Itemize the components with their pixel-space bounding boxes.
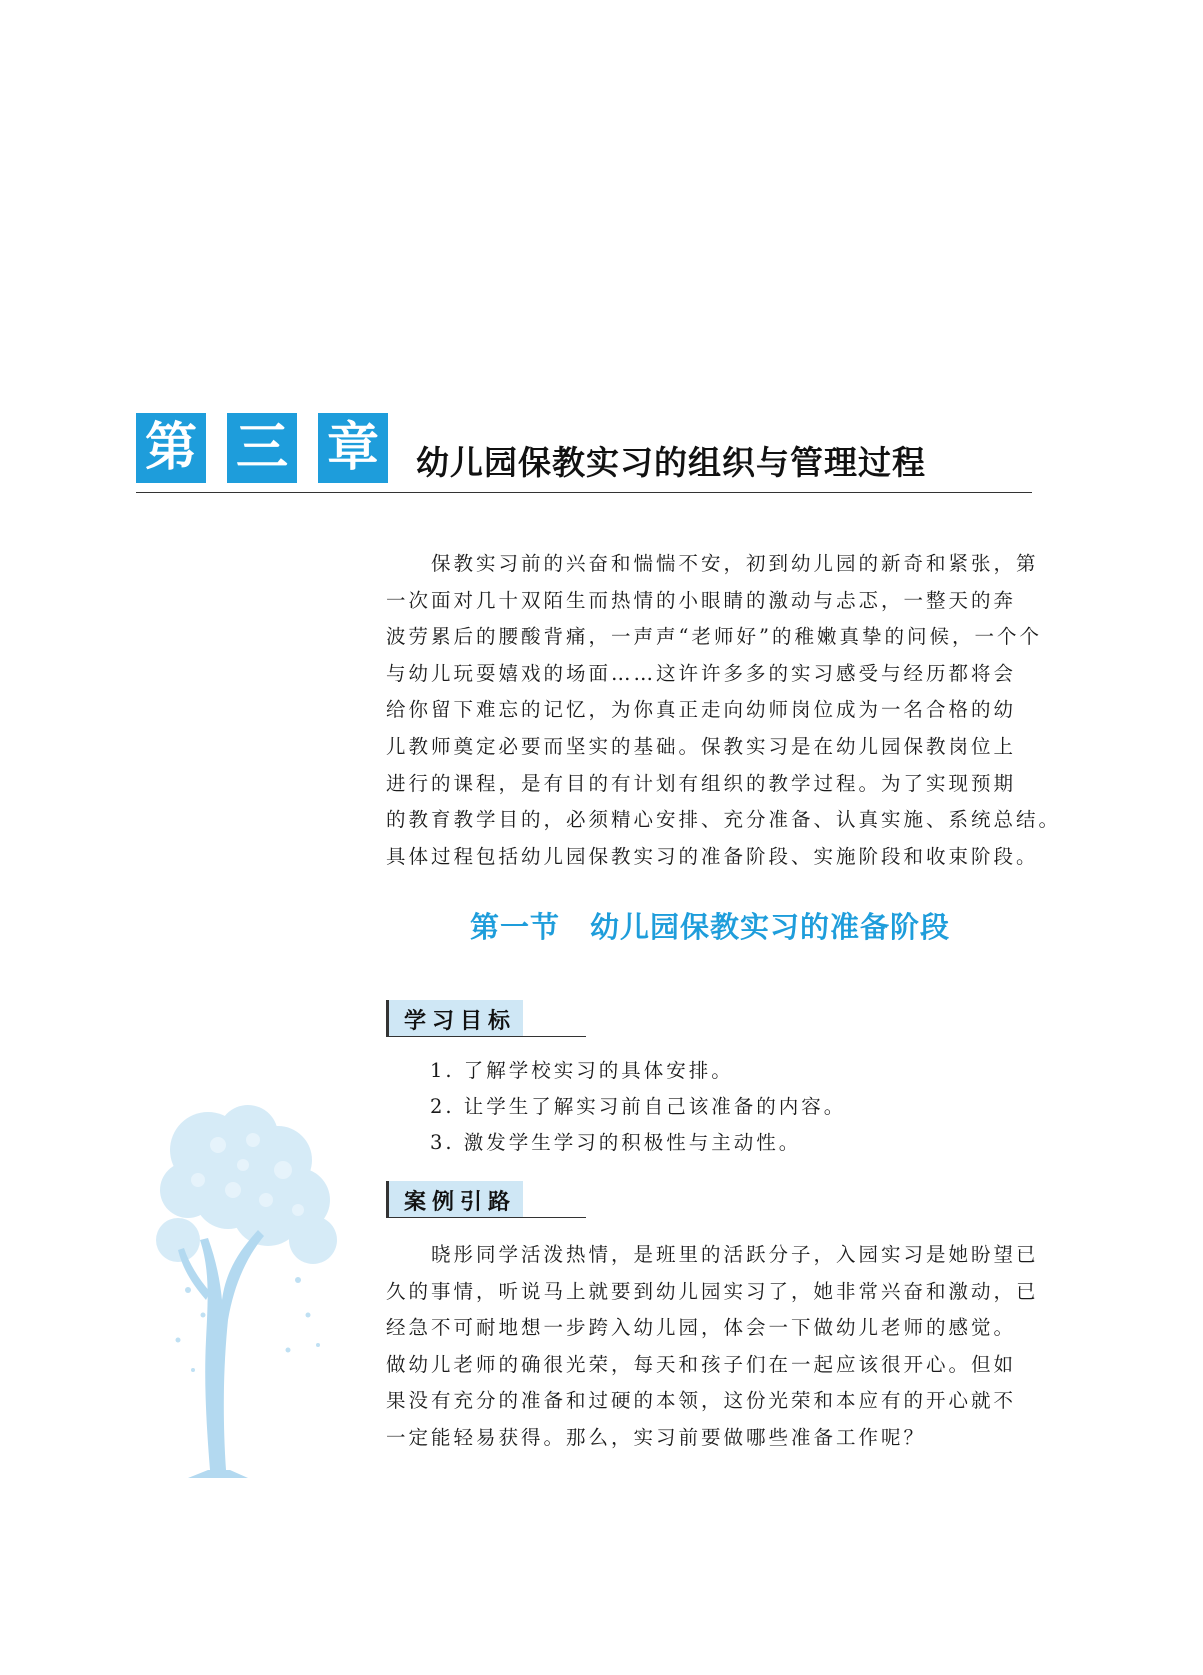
list-item: 1. 了解学校实习的具体安排。 bbox=[430, 1059, 734, 1082]
chapter-header bbox=[136, 413, 1032, 493]
paragraph-line: 波劳累后的腰酸背痛，一声声“老师好”的稚嫩真挚的问候，一个个 bbox=[386, 625, 1042, 649]
objectives-heading bbox=[386, 1000, 586, 1038]
chapter-char-box: 章 bbox=[318, 413, 388, 483]
objectives-heading-label: 学习目标 bbox=[404, 1009, 517, 1034]
chapter-char-box: 三 bbox=[227, 413, 297, 483]
section-title: 第一节 幼儿园保教实习的准备阶段 bbox=[469, 910, 950, 944]
paragraph-line: 儿教师奠定必要而坚实的基础。保教实习是在幼儿园保教岗位上 bbox=[386, 734, 1017, 758]
paragraph-line: 做幼儿老师的确很光荣，每天和孩子们在一起应该很开心。但如 bbox=[386, 1352, 1017, 1376]
paragraph-line: 果没有充分的准备和过硬的本领，这份光荣和本应有的开心就不 bbox=[386, 1389, 1017, 1413]
heading-underline bbox=[386, 1036, 586, 1037]
paragraph-line: 经急不可耐地想一步跨入幼儿园，体会一下做幼儿老师的感觉。 bbox=[386, 1316, 1017, 1340]
case-heading-label: 案例引路 bbox=[404, 1190, 517, 1215]
paragraph-line: 一次面对几十双陌生而热情的小眼睛的激动与忐忑，一整天的奔 bbox=[386, 588, 1017, 612]
paragraph-line: 进行的课程，是有目的有计划有组织的教学过程。为了实现预期 bbox=[386, 771, 1017, 795]
paragraph-line: 久的事情，听说马上就要到幼儿园实习了，她非常兴奋和激动，已 bbox=[386, 1279, 1039, 1303]
paragraph-line: 一定能轻易获得。那么，实习前要做哪些准备工作呢？ bbox=[386, 1425, 927, 1449]
list-item: 3. 激发学生学习的积极性与主动性。 bbox=[430, 1131, 802, 1154]
tree-illustration bbox=[148, 1100, 348, 1480]
paragraph-line: 与幼儿玩耍嬉戏的场面……这许许多多的实习感受与经历都将会 bbox=[386, 661, 1017, 685]
list-item: 2. 让学生了解实习前自己该准备的内容。 bbox=[430, 1095, 847, 1118]
paragraph-line: 晓彤同学活泼热情，是班里的活跃分子，入园实习是她盼望已 bbox=[386, 1243, 1039, 1266]
intro-paragraph bbox=[386, 546, 1062, 875]
chapter-divider bbox=[136, 492, 1032, 493]
chapter-title: 幼儿园保教实习的组织与管理过程 bbox=[416, 443, 926, 482]
case-heading bbox=[386, 1181, 586, 1219]
case-paragraph bbox=[386, 1237, 1039, 1457]
paragraph-line: 给你留下难忘的记忆，为你真正走向幼师岗位成为一名合格的幼 bbox=[386, 698, 1017, 722]
objectives-list bbox=[430, 1053, 1030, 1161]
heading-underline bbox=[386, 1217, 586, 1218]
paragraph-line: 的教育教学目的，必须精心安排、充分准备、认真实施、系统总结。 bbox=[386, 808, 1062, 832]
paragraph-line: 保教实习前的兴奋和惴惴不安，初到幼儿园的新奇和紧张，第 bbox=[386, 552, 1039, 575]
paragraph-line: 具体过程包括幼儿园保教实习的准备阶段、实施阶段和收束阶段。 bbox=[386, 844, 1039, 868]
chapter-char-box: 第 bbox=[136, 413, 206, 483]
tree-icon bbox=[148, 1100, 348, 1480]
